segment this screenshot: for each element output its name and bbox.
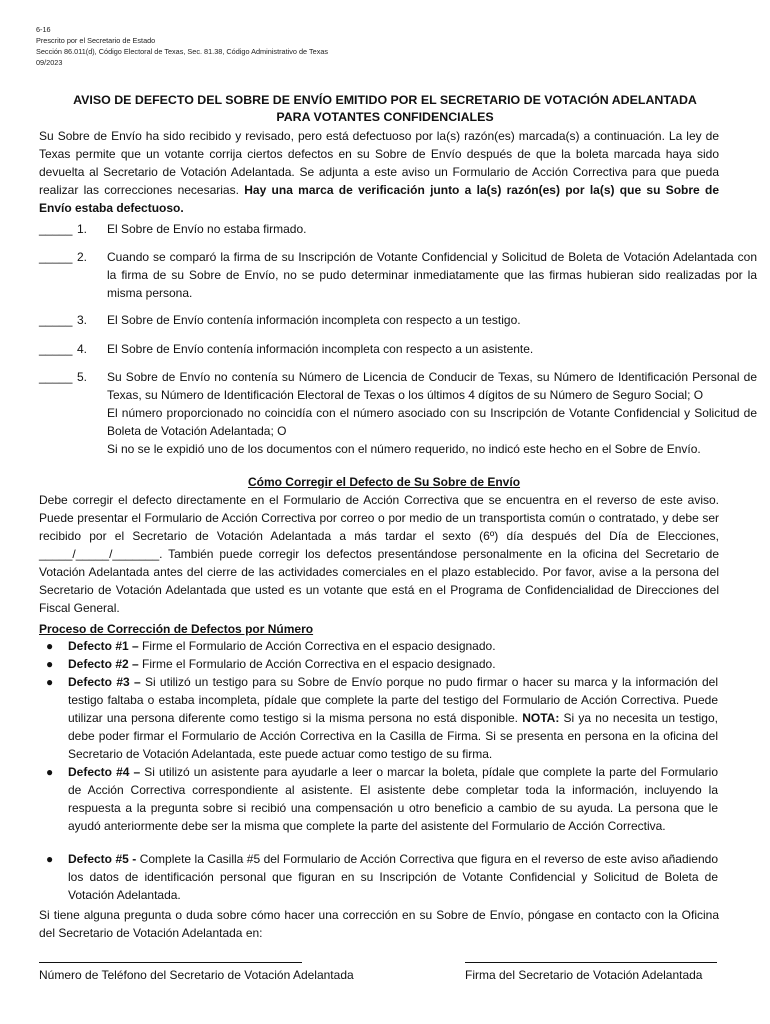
document-title-line-1: AVISO DE DEFECTO DEL SOBRE DE ENVÍO EMITIDO POR EL SECRETARIO DE VOTACIÓN ADELANTADA — [73, 93, 697, 107]
defect-5-option-c: Si no se le expidió uno de los documentos con el número requerido, no indicó este hecho en el Sobre de Envío. — [107, 442, 701, 456]
defect-text — [107, 368, 757, 458]
how-to-heading: Cómo Corregir el Defecto de Su Sobre de Envío — [247, 475, 521, 489]
defect-5-option-b: El número proporcionado no coincidía con el número asociado con su Inscripción de Votante Confidencial y Solicitud de Boleta de Votación Adelantada; O — [107, 406, 757, 438]
bullet-icon: ● — [46, 639, 54, 653]
revision-date: 09/2023 — [36, 58, 63, 67]
bullet-label: Defecto #2 – — [68, 657, 139, 671]
note-text: Si ya no necesita un testigo, debe poder firmar el Formulario de Acción Correctiva en la Casilla de Firma. Si se presenta en persona en la oficina del Secretario de Votación Adelantada, este puede actuar como testigo de su firma. — [68, 711, 718, 761]
defect-text: Cuando se comparó la firma de su Inscripción de Votante Confidencial y Solicitud de Boleta de Votación Adelantada con la firma de su Sobre de Envío, no se pudo determinar inmediatamente que las firmas hubieran sido realizadas por la misma persona. — [107, 250, 757, 300]
how-to-paragraph: Debe corregir el defecto directamente en el Formulario de Acción Correctiva que se encuentra en el reverso de este aviso. Puede presentar el Formulario de Acción Correctiva por correo o por medio de un transportista común o contratado, y debe ser recibido por el Secretario de Votación Adelantada a más tardar el sexto (6º) día después del Día de Elecciones, _____/_____/_______. También puede corregir los defectos presentándose personalmente en la oficina del Secretario de Votación Adelantada antes del cierre de las actividades comerciales en el plazo establecido. Por favor, avise a la persona del Secretario de Votación Adelantada que usted es un votante que está en el Programa de Confidencialidad de Direcciones del Fiscal General. — [39, 493, 719, 615]
defect-text: El Sobre de Envío contenía información incompleta con respecto a un testigo. — [107, 313, 521, 327]
bullet-text: Firme el Formulario de Acción Correctiva en el espacio designado. — [138, 657, 496, 671]
bullet-icon: ● — [46, 852, 54, 866]
contact-paragraph: Si tiene alguna pregunta o duda sobre cómo hacer una corrección en su Sobre de Envío, póngase en contacto con la Oficina del Secretario de Votación Adelantada en: — [39, 908, 719, 940]
legal-citation: Sección 86.011(d), Código Electoral de Texas, Sec. 81.38, Código Administrativo de Texas — [36, 47, 329, 56]
form-number: 6-16 — [36, 25, 51, 34]
document-title-line-2: PARA VOTANTES CONFIDENCIALES — [276, 110, 494, 124]
intro-paragraph — [39, 127, 719, 217]
bullet-icon: ● — [46, 765, 54, 779]
defect-text: El Sobre de Envío no estaba firmado. — [107, 222, 307, 236]
clerk-signature-line[interactable] — [465, 962, 717, 963]
phone-signature-line[interactable] — [39, 962, 302, 963]
note-label: NOTA: — [522, 711, 560, 725]
bullet-icon: ● — [46, 675, 54, 689]
bullet-icon: ● — [46, 657, 54, 671]
check-blank[interactable]: _____ — [39, 250, 73, 264]
bullet-label: Defecto #3 – — [68, 675, 141, 689]
bullet-text: Complete la Casilla #5 del Formulario de Acción Correctiva que figura en el reverso de este aviso añadiendo los datos de identificación personal que figuran en su Inscripción de Votante Confidencial y Solicitud de Boleta de Votación Adelantada. — [68, 852, 718, 902]
bullet-text: Si utilizó un asistente para ayudarle a leer o marcar la boleta, pídale que complete la parte del Formulario de Acción Correctiva correspondiente al asistente. El asistente debe completar toda la información, incluyendo la respuesta a la pregunta sobre si recibió una compensación u otro beneficio a cambio de su ayuda. La persona que le ayudó anteriormente debe ser la misma que complete la parte del asistente del Formulario de Acción Correctiva. — [68, 765, 718, 833]
prescribed-by: Prescrito por el Secretario de Estado — [36, 36, 156, 45]
signature-label: Firma del Secretario de Votación Adelantada — [465, 968, 703, 982]
defect-text: El Sobre de Envío contenía información incompleta con respecto a un asistente. — [107, 342, 534, 356]
check-blank[interactable]: _____ — [39, 342, 73, 356]
bullet-text: Si utilizó un testigo para su Sobre de Envío porque no pudo firmar o hacer su marca y la información del testigo faltaba o estaba incompleta, pídale que complete la parte del testigo del Formulario de Acción Correctiva. Puede utilizar una persona diferente como testigo si la misma persona no está disponible. — [68, 675, 719, 725]
bullet-label: Defecto #4 – — [68, 765, 141, 779]
defect-number: 3. — [77, 313, 88, 327]
check-blank[interactable]: _____ — [39, 370, 73, 384]
bullet-label: Defecto #1 – — [68, 639, 139, 653]
form-header — [36, 24, 328, 68]
phone-label: Número de Teléfono del Secretario de Votación Adelantada — [39, 968, 354, 982]
defect-number: 1. — [77, 222, 88, 236]
defect-number: 2. — [77, 250, 88, 264]
check-blank[interactable]: _____ — [39, 313, 73, 327]
intro-bold-text: Hay una marca de verificación junto a la(s) razón(es) por la(s) que su Sobre de Envío estaba defectuoso. — [39, 183, 720, 215]
defect-number: 5. — [77, 370, 88, 384]
defect-number: 4. — [77, 342, 88, 356]
defect-5-option-a: Su Sobre de Envío no contenía su Número de Licencia de Conducir de Texas, su Número de Identificación Personal de Texas, su Número de Identificación Electoral de Texas o los últimos 4 dígitos de su Número de Seguro Social; O — [107, 370, 757, 402]
process-heading: Proceso de Corrección de Defectos por Número — [39, 622, 314, 636]
bullet-label: Defecto #5 - — [68, 852, 137, 866]
intro-text: Su Sobre de Envío ha sido recibido y revisado, pero está defectuoso por la(s) razón(es) marcada(s) a continuación. La ley de Texas permite que un votante corrija ciertos defectos en su Sobre de Envío después de que la boleta marcada haya sido devuelta al Secretario de Votación Adelantada. Se adjunta a este aviso un Formulario de Acción Correctiva para que pueda realizar las correcciones necesarias. — [39, 129, 719, 197]
check-blank[interactable]: _____ — [39, 222, 73, 236]
bullet-text: Firme el Formulario de Acción Correctiva en el espacio designado. — [138, 639, 496, 653]
